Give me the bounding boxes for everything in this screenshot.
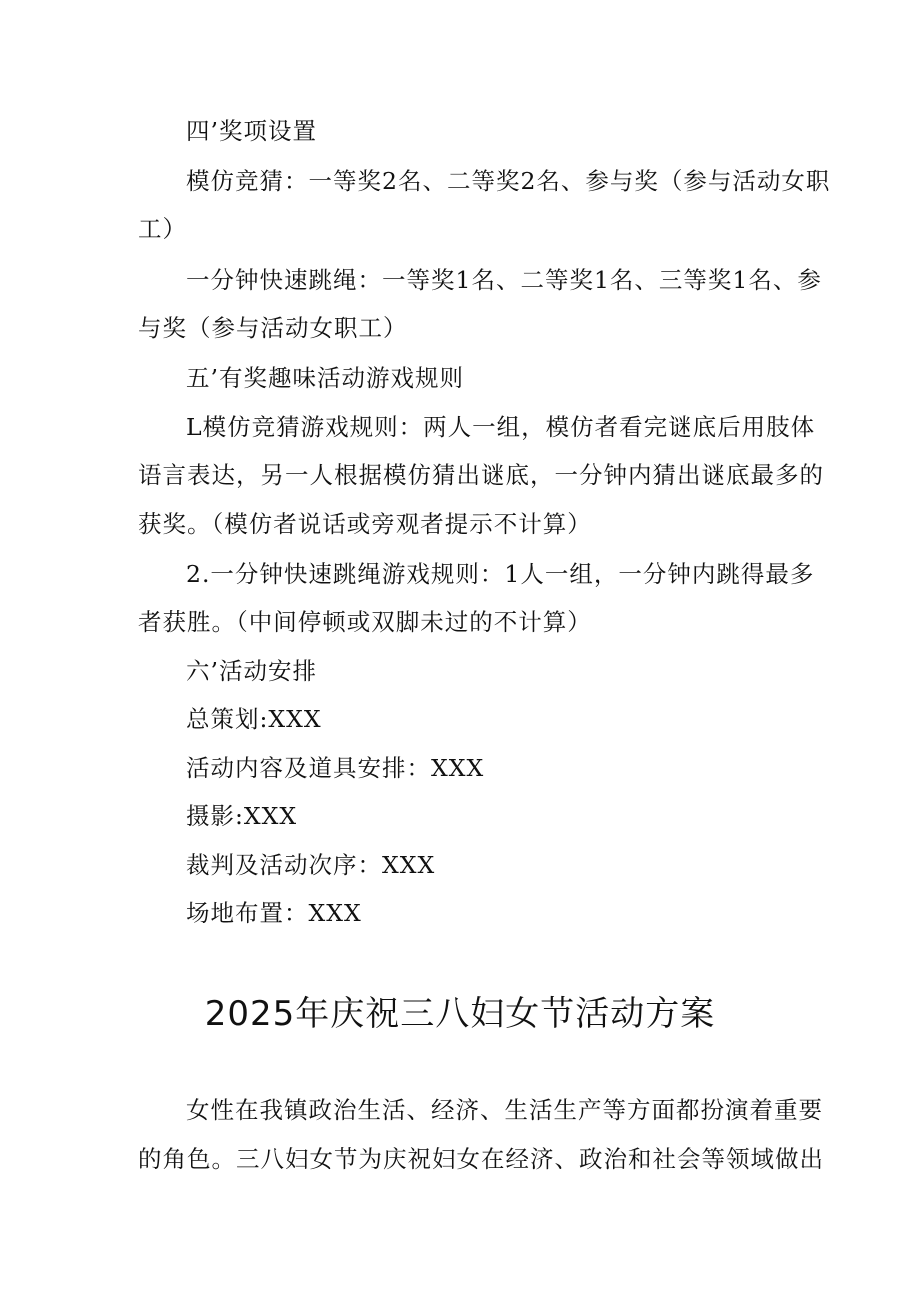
paragraph-line: 工）	[138, 215, 187, 243]
arrangement-item: 总策划:XXX	[186, 705, 322, 733]
arrangement-item: 活动内容及道具安排：XXX	[186, 754, 485, 782]
arrangement-item: 场地布置：XXX	[186, 899, 362, 927]
arrangement-item: 裁判及活动次序：XXX	[186, 851, 436, 879]
paragraph-line: 模仿竞猜：一等奖2名、二等奖2名、参与奖（参与活动女职	[186, 167, 831, 195]
paragraph-line: 的角色。三八妇女节为庆祝妇女在经济、政治和社会等领域做出	[138, 1145, 824, 1173]
paragraph-line: 语言表达，另一人根据模仿猜出谜底，一分钟内猜出谜底最多的	[138, 461, 824, 489]
paragraph-line: 与奖（参与活动女职工）	[138, 314, 408, 342]
paragraph-line: 一分钟快速跳绳：一等奖1名、二等奖1名、三等奖1名、参	[186, 266, 822, 294]
section-heading-rules: 五’有奖趣味活动游戏规则	[186, 364, 464, 392]
document-title: 2025年庆祝三八妇女节活动方案	[204, 994, 716, 1034]
paragraph-line: 者获胜。（中间停顿或双脚未过的不计算）	[138, 608, 592, 636]
paragraph-line: 2.一分钟快速跳绳游戏规则：1人一组，一分钟内跳得最多	[186, 560, 815, 588]
section-heading-arrangement: 六’活动安排	[186, 657, 317, 685]
paragraph-line: 女性在我镇政治生活、经济、生活生产等方面都扮演着重要	[186, 1096, 823, 1124]
paragraph-line: 获奖。（模仿者说话或旁观者提示不计算）	[138, 510, 592, 538]
section-heading-awards: 四’奖项设置	[186, 117, 317, 145]
arrangement-item: 摄影:XXX	[186, 802, 298, 830]
paragraph-line: L模仿竞猜游戏规则：两人一组，模仿者看完谜底后用肢体	[186, 413, 816, 441]
